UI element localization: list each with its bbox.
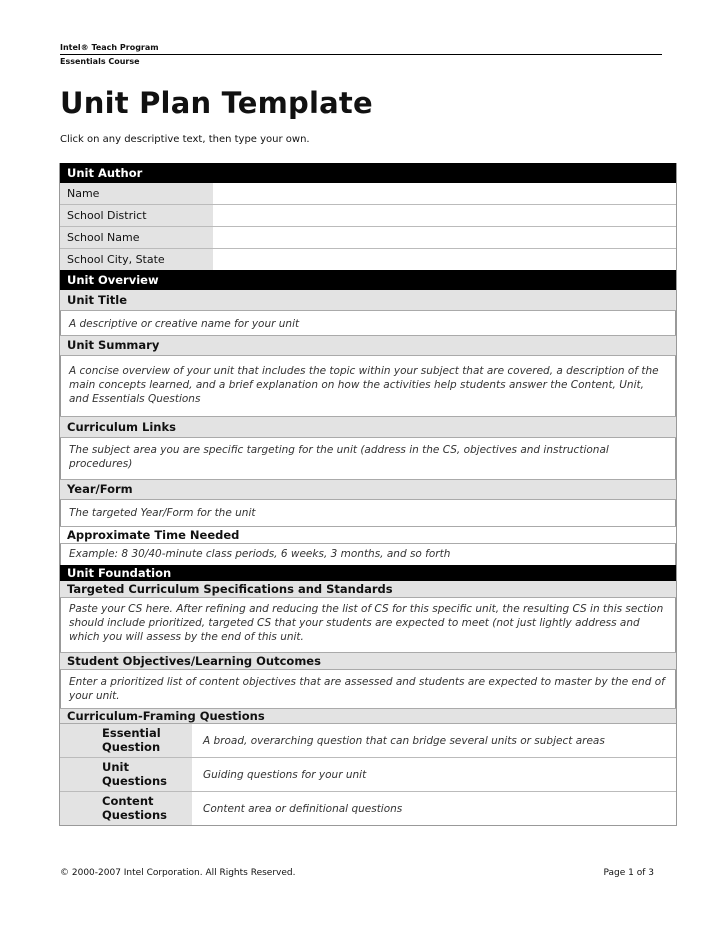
- field-input-name[interactable]: [213, 183, 676, 204]
- content-questions-text[interactable]: Content area or definitional questions: [203, 802, 403, 815]
- cfq-row-unit[interactable]: [60, 758, 676, 792]
- copyright-notice: © 2000-2007 Intel Corporation. All Rights Reserved.: [60, 868, 296, 878]
- unit-summary-label: Unit Summary: [60, 335, 676, 356]
- unit-title-label: Unit Title: [60, 290, 676, 311]
- unit-plan-form: [59, 163, 677, 826]
- essential-question-label: Essential Question: [60, 724, 192, 757]
- unit-summary-text[interactable]: A concise overview of your unit that includes the topic within your subject that are covered, a description of the main concepts learned, and a brief explanation on how the activities help students answer the Content, Unit, and Essentials Questions: [60, 356, 676, 416]
- field-row-school-city[interactable]: [60, 249, 676, 270]
- page-number: Page 1 of 3: [603, 868, 654, 878]
- content-questions-label: Content Questions: [60, 792, 192, 825]
- field-row-school-name[interactable]: [60, 227, 676, 249]
- program-name: Intel® Teach Program: [60, 43, 159, 52]
- cfq-row-essential[interactable]: [60, 724, 676, 758]
- unit-questions-label: Unit Questions: [60, 758, 192, 791]
- section-unit-foundation: Unit Foundation: [60, 565, 676, 581]
- header-rule: [60, 54, 662, 55]
- field-row-school-district[interactable]: [60, 205, 676, 227]
- specs-text[interactable]: Paste your CS here. After refining and reducing the list of CS for this specific unit, the resulting CS in this section should include prioritized, targeted CS that your students are expected to meet (not just lightly address and which you will assess by the end of this unit.: [60, 598, 676, 652]
- instructions: Click on any descriptive text, then type your own.: [60, 134, 310, 145]
- time-needed-text[interactable]: Example: 8 30/40-minute class periods, 6 weeks, 3 months, and so forth: [60, 544, 676, 565]
- field-label-school-district: School District: [60, 205, 213, 226]
- objectives-label: Student Objectives/Learning Outcomes: [60, 652, 676, 670]
- field-label-school-name: School Name: [60, 227, 213, 248]
- field-input-school-city[interactable]: [213, 249, 676, 270]
- section-unit-author: Unit Author: [60, 163, 676, 183]
- unit-title-text[interactable]: A descriptive or creative name for your unit: [60, 311, 676, 335]
- page-header: [60, 42, 662, 67]
- year-form-label: Year/Form: [60, 479, 676, 500]
- cfq-label: Curriculum-Framing Questions: [60, 708, 676, 724]
- section-unit-overview: Unit Overview: [60, 270, 676, 290]
- page-title: Unit Plan Template: [60, 86, 373, 120]
- field-label-name: Name: [60, 183, 213, 204]
- field-row-name[interactable]: [60, 183, 676, 205]
- field-input-school-district[interactable]: [213, 205, 676, 226]
- curriculum-links-label: Curriculum Links: [60, 416, 676, 438]
- objectives-text[interactable]: Enter a prioritized list of content objectives that are assessed and students are expected to master by the end of your unit.: [60, 670, 676, 708]
- time-needed-label: Approximate Time Needed: [60, 526, 676, 544]
- course-name: Essentials Course: [60, 57, 140, 66]
- specs-label: Targeted Curriculum Specifications and Standards: [60, 581, 676, 598]
- curriculum-links-text[interactable]: The subject area you are specific targeting for the unit (address in the CS, objectives and instructional procedures): [60, 438, 676, 479]
- year-form-text[interactable]: The targeted Year/Form for the unit: [60, 500, 676, 526]
- field-label-school-city: School City, State: [60, 249, 213, 270]
- cfq-row-content[interactable]: [60, 792, 676, 825]
- essential-question-text[interactable]: A broad, overarching question that can bridge several units or subject areas: [203, 734, 605, 747]
- field-input-school-name[interactable]: [213, 227, 676, 248]
- unit-questions-text[interactable]: Guiding questions for your unit: [203, 768, 367, 781]
